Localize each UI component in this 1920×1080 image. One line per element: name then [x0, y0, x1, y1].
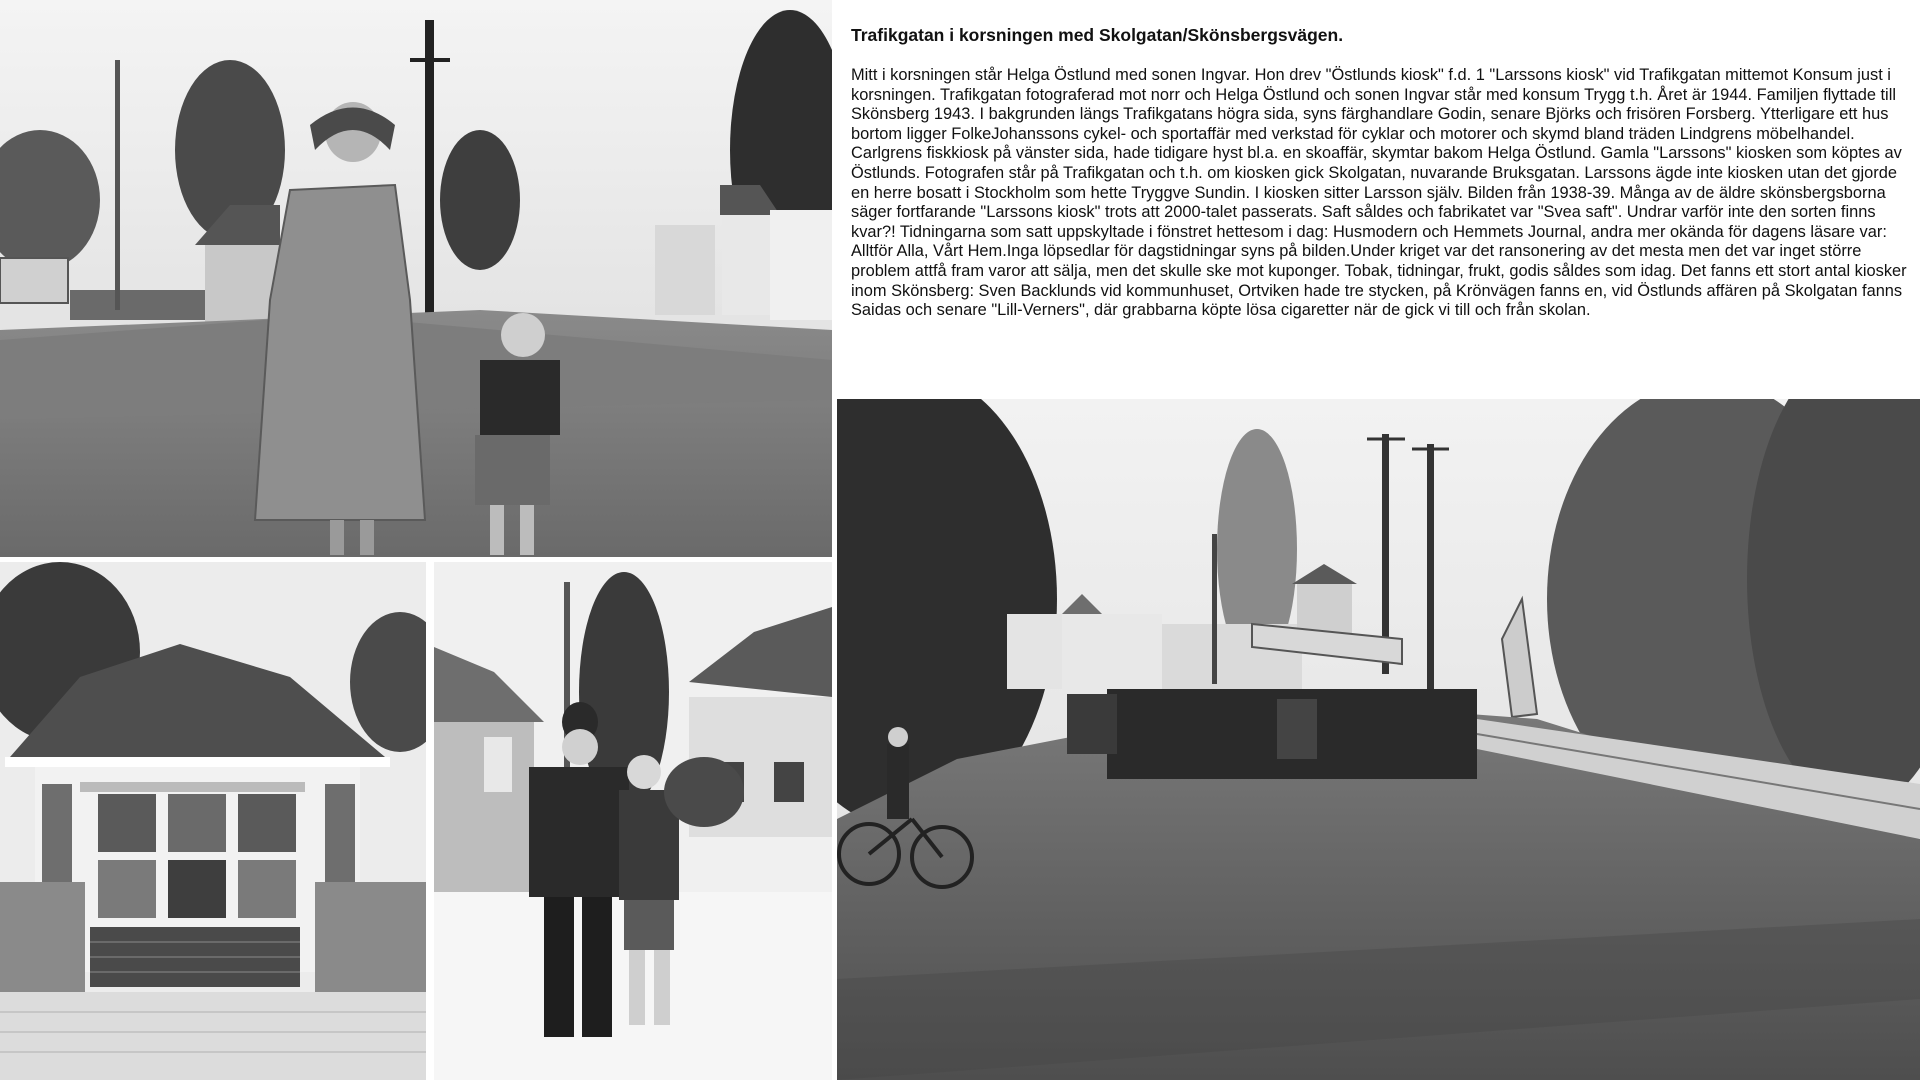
photo-street-mother-and-son: [0, 0, 832, 557]
photo-winter-kiosk-man-and-boy-image: [434, 562, 832, 1080]
photo-larssons-kiosk: [0, 562, 426, 1080]
caption-body: Mitt i korsningen står Helga Östlund med sonen Ingvar. Hon drev "Östlunds kiosk" f.d. 1 "Larssons kiosk" vid Trafikgatan mittemot Konsum just i korsningen. Trafikgatan fotograferad mot norr och Helga Östlund och sonen Ingvar står med konsum Trygg t.h. Året är 1944. Familjen flyttade till Skönsberg 1943. I bakgrunden längs Trafikgatans högra sida, syns färghandlare Godin, senare Björks och frisören Forsberg. Ytterligare ett hus bortom ligger FolkeJohanssons cykel- och sportaffär med verkstad för cyklar och motorer och skymd bland träden Lindgrens möbelhandel. Carlgrens fiskkiosk på vänster sida, hade tidigare hyst bl.a. en skoaffär, skymtar bakom Helga Östlund. Gamla "Larssons" kiosken som köptes av Östlunds. Fotografen står på Trafikgatan och t.h. om kiosken gick Skolgatan, nuvarande Bruksgatan. Larssons ägde inte kiosken utan det gjorde en herre bosatt i Stockholm som hette Tryggve Sundin. I kiosken sitter Larsson själv. Bilden från 1938-39. Många av de äldre skönsbergsborna säger fortfarande "Larssons kiosk" trots att 2000-talet passerats. Saft såldes och fabrikatet var "Svea saft". Undrar varför inte den sorten finns kvar?! Tidningarna som satt uppskyltade i fönstret hettesom i dag: Husmodern och Hemmets Journal, andra mer okända för dagens läsare var: Alltför Alla, Vårt Hem.Inga löpsedlar för dagstidningar syns på bilden.Under kriget var det ransonering av det mesta men det var inget större problem attfå fram varor att sälja, men det skulle ske mot kuponger. Tobak, tidningar, frukt, godis såldes som idag. Det fanns ett stort antal kiosker inom Skönsberg: Sven Backlunds vid kommunhuset, Ortviken hade tre stycken, på Krönvägen fanns en, vid Östlunds affären på Skolgatan fanns Saidas och senare "Lill-Verners", där grabbarna köpte lösa cigaretter när de gick vi till och från skolan.: [851, 66, 1907, 320]
caption-block: [851, 24, 1913, 321]
photo-winter-kiosk-man-and-boy: [434, 562, 832, 1080]
photo-parade-road-image: [837, 399, 1920, 1080]
photo-street-mother-and-son-image: [0, 0, 832, 557]
caption-title: Trafikgatan i korsningen med Skolgatan/Skönsbergsvägen.: [851, 25, 1344, 45]
photo-larssons-kiosk-image: [0, 562, 426, 1080]
photo-parade-road: [837, 399, 1920, 1080]
